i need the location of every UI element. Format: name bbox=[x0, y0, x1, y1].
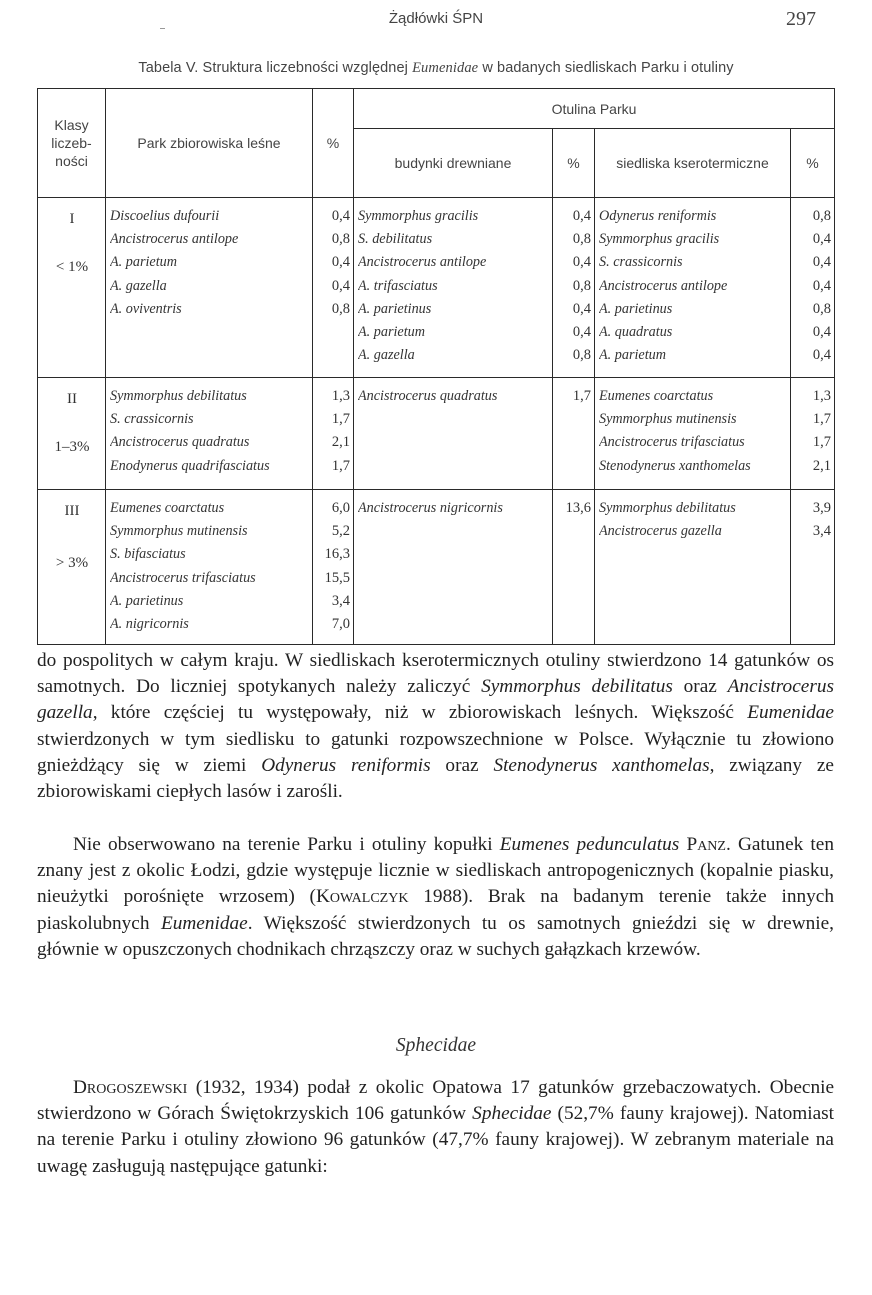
text: (52,7% fauny krajowej). Natomiast na terenie Parku i otuliny złowiono 96 gatunków (47,7% fauny krajowej). W zebranym materiale na uwagę zasługują następujące gatunki: bbox=[37, 1103, 834, 1177]
wood-species bbox=[354, 198, 553, 378]
xero-percent bbox=[791, 378, 835, 490]
taxon: Eumenes pedunculatus bbox=[499, 834, 680, 855]
percent-value: 0,8 bbox=[331, 231, 350, 248]
taxon: Odynerus reniformis bbox=[261, 754, 431, 776]
wood-percent bbox=[553, 378, 595, 490]
species: Ancistrocerus trifasciatus bbox=[110, 569, 256, 586]
scan-mark bbox=[160, 28, 165, 29]
wood-species bbox=[354, 378, 553, 490]
text: (1932, 1934) podał z okolic Opatowa 17 gatunków grzebaczowatych. Obecnie stwierdzono w Górach Świętokrzyskich 106 gatunków bbox=[37, 1077, 834, 1125]
percent-value: 0,4 bbox=[331, 208, 350, 224]
percent-value: 0,4 bbox=[572, 300, 591, 317]
xero-species bbox=[595, 490, 791, 645]
species: Symmorphus debilitatus bbox=[599, 500, 736, 516]
percent-value: 1,7 bbox=[331, 457, 350, 474]
caption-text-end: w badanych siedliskach Parku i otuliny bbox=[478, 60, 734, 76]
species: Ancistrocerus quadratus bbox=[358, 388, 498, 404]
percent-value: 3,4 bbox=[812, 523, 832, 540]
park-percent bbox=[313, 198, 354, 378]
header-xero-percent: % bbox=[791, 129, 835, 198]
xero-species bbox=[595, 198, 791, 378]
species: A. parietum bbox=[110, 254, 177, 271]
class-cell bbox=[38, 198, 106, 378]
species: A. parietinus bbox=[358, 300, 432, 317]
percent-value: 0,4 bbox=[572, 324, 591, 341]
percent-value: 2,1 bbox=[812, 457, 832, 474]
percent-value: 0,4 bbox=[331, 277, 350, 294]
species: Ancistrocerus antilope bbox=[110, 231, 239, 248]
abundance-table bbox=[37, 88, 835, 645]
species: Eumenes coarctatus bbox=[599, 388, 714, 404]
taxon: Ancistrocerus gazella bbox=[37, 676, 834, 724]
percent-value: 0,4 bbox=[812, 277, 832, 294]
species: Stenodynerus xanthomelas bbox=[599, 457, 751, 474]
header-park-percent: % bbox=[313, 89, 354, 198]
species: S. crassicornis bbox=[599, 254, 683, 271]
species: Eumenes coarctatus bbox=[110, 500, 225, 516]
class-cell bbox=[38, 378, 106, 490]
paragraph-1 bbox=[37, 648, 834, 805]
percent-value: 1,7 bbox=[812, 434, 832, 451]
percent-value: 0,4 bbox=[812, 254, 832, 271]
percent-value: 16,3 bbox=[324, 546, 350, 563]
caption-text: Tabela V. Struktura liczebności względnej bbox=[138, 60, 413, 76]
species: A. parietinus bbox=[110, 592, 184, 609]
percent-value: 0,8 bbox=[572, 231, 591, 248]
percent-value: 7,0 bbox=[331, 616, 350, 633]
wood-species bbox=[354, 490, 553, 645]
text: . Większość stwierdzonych tu os samotnych gnieździ się w drewnie, głównie w opuszczonych chodnikach chrząszczy oraz w suchych gałązkach krzewów. bbox=[37, 912, 834, 960]
species: Symmorphus mutinensis bbox=[110, 523, 248, 540]
wood-percent bbox=[553, 198, 595, 378]
park-percent bbox=[313, 490, 354, 645]
caption-taxon: Eumenidae bbox=[412, 60, 479, 76]
class-range: 1–3% bbox=[54, 439, 90, 455]
species: S. debilitatus bbox=[358, 231, 433, 248]
percent-value: 0,4 bbox=[572, 254, 591, 271]
header-xero: siedliska kserotermiczne bbox=[595, 129, 791, 198]
species: S. bifasciatus bbox=[110, 546, 186, 563]
taxon: Symmorphus debilitatus bbox=[481, 676, 673, 698]
percent-value: 6,0 bbox=[331, 500, 350, 516]
page-number: 297 bbox=[786, 8, 816, 30]
species: Symmorphus debilitatus bbox=[110, 388, 247, 404]
percent-value: 0,8 bbox=[812, 208, 832, 224]
percent-value: 2,1 bbox=[331, 434, 350, 451]
text: , które częściej tu występowały, niż w zbiorowiskach leśnych. Większość bbox=[92, 702, 748, 724]
xero-species bbox=[595, 378, 791, 490]
species: A. gazella bbox=[358, 347, 415, 364]
running-header bbox=[0, 8, 872, 32]
species: Ancistrocerus antilope bbox=[599, 277, 728, 294]
paragraph-3 bbox=[37, 1075, 834, 1180]
text: oraz bbox=[672, 676, 728, 698]
text: oraz bbox=[430, 754, 494, 776]
header-wood: budynki drewniane bbox=[354, 129, 553, 198]
xero-percent bbox=[791, 198, 835, 378]
table-row-class-3 bbox=[38, 490, 835, 645]
class-cell bbox=[38, 490, 106, 645]
species: Symmorphus mutinensis bbox=[599, 411, 737, 428]
species: A. oviventris bbox=[110, 300, 182, 317]
table-row-class-2 bbox=[38, 378, 835, 490]
species: A. parietinus bbox=[599, 300, 673, 317]
class-range: > 3% bbox=[55, 555, 89, 571]
percent-value: 3,9 bbox=[812, 500, 832, 516]
taxon: Eumenidae bbox=[160, 912, 248, 934]
percent-value: 5,2 bbox=[331, 523, 350, 540]
species: Symmorphus gracilis bbox=[358, 208, 479, 224]
park-species bbox=[106, 198, 313, 378]
taxon: Sphecidae bbox=[472, 1103, 552, 1125]
percent-value: 0,4 bbox=[331, 254, 350, 271]
species: A. trifasciatus bbox=[358, 277, 438, 294]
percent-value: 0,8 bbox=[572, 277, 591, 294]
percent-value: 1,7 bbox=[812, 411, 832, 428]
header-park: Park zbiorowiska leśne bbox=[106, 89, 313, 198]
paragraph-2 bbox=[37, 832, 834, 963]
percent-value: 0,8 bbox=[812, 300, 832, 317]
text: , związany ze zbiorowiskami ciepłych lasów i zarośli. bbox=[37, 754, 834, 803]
species: Ancistrocerus trifasciatus bbox=[599, 434, 745, 451]
class-label: II bbox=[67, 391, 77, 407]
text: do pospolitych w całym kraju. W siedliskach kserotermicznych otuliny stwierdzono 14 gatunków os samotnych. Do liczniej spotykanych należy zaliczyć bbox=[37, 650, 834, 698]
taxon: Stenodynerus xanthomelas bbox=[493, 754, 710, 776]
table-row-class-1 bbox=[38, 198, 835, 378]
percent-value: 1,3 bbox=[331, 388, 350, 404]
percent-value: 1,7 bbox=[331, 411, 350, 428]
class-label: III bbox=[64, 503, 80, 519]
species: Ancistrocerus nigricornis bbox=[358, 500, 503, 516]
species: Ancistrocerus gazella bbox=[599, 523, 722, 540]
xero-percent bbox=[791, 490, 835, 645]
text: stwierdzonych w tym siedlisku to gatunki rozpowszechnione w Polsce. Wyłącznie tu złowiono gnieżdżący się w ziemi bbox=[37, 728, 834, 776]
header-otulina: Otulina Parku bbox=[354, 89, 835, 129]
percent-value: 0,4 bbox=[812, 231, 832, 248]
park-percent bbox=[313, 378, 354, 490]
author-name: Kowalczyk bbox=[315, 886, 409, 908]
author-name: Drogoszewski bbox=[73, 1077, 188, 1098]
class-label: I bbox=[69, 211, 75, 227]
table-caption bbox=[0, 60, 872, 77]
species: Odynerus reniformis bbox=[599, 208, 717, 224]
species: Symmorphus gracilis bbox=[599, 231, 720, 248]
header-wood-percent: % bbox=[553, 129, 595, 198]
percent-value: 0,4 bbox=[572, 208, 591, 224]
percent-value: 3,4 bbox=[331, 592, 350, 609]
percent-value: 0,4 bbox=[812, 347, 832, 364]
percent-value: 1,3 bbox=[812, 388, 832, 404]
species: A. parietum bbox=[599, 347, 666, 364]
species: Discoelius dufourii bbox=[110, 208, 220, 224]
species: A. nigricornis bbox=[110, 616, 189, 633]
percent-value: 0,4 bbox=[812, 324, 832, 341]
wood-percent bbox=[553, 490, 595, 645]
header-class: Klasy liczeb- ności bbox=[38, 89, 106, 198]
park-species bbox=[106, 378, 313, 490]
species: A. quadratus bbox=[599, 324, 673, 341]
percent-value: 0,8 bbox=[572, 347, 591, 364]
text: Nie obserwowano na terenie Parku i otuliny kopułki bbox=[73, 834, 500, 855]
percent-value: 15,5 bbox=[324, 569, 350, 586]
species: A. gazella bbox=[110, 277, 167, 294]
percent-value: 1,7 bbox=[572, 388, 591, 404]
species: Ancistrocerus antilope bbox=[358, 254, 487, 271]
running-title: Żądłówki ŚPN bbox=[388, 10, 484, 27]
text: . Gatunek ten znany jest z okolic Łodzi, gdzie występuje licznie w siedliskach antropogenicznych (kopalnie piasku, nieużytki porośnięte wrzosem) ( bbox=[37, 834, 834, 908]
taxon: Eumenidae bbox=[747, 702, 834, 724]
species: Ancistrocerus quadratus bbox=[110, 434, 250, 451]
percent-value: 13,6 bbox=[565, 500, 591, 516]
section-heading: Sphecidae bbox=[395, 1035, 477, 1056]
author-name: Panz bbox=[686, 834, 726, 855]
percent-value: 0,8 bbox=[331, 300, 350, 317]
species: A. parietum bbox=[358, 324, 425, 341]
park-species bbox=[106, 490, 313, 645]
species: S. crassicornis bbox=[110, 411, 194, 428]
class-range: < 1% bbox=[55, 259, 89, 275]
text: 1988). Brak na badanym terenie także innych piaskolubnych bbox=[37, 886, 834, 934]
species: Enodynerus quadrifasciatus bbox=[110, 457, 270, 474]
